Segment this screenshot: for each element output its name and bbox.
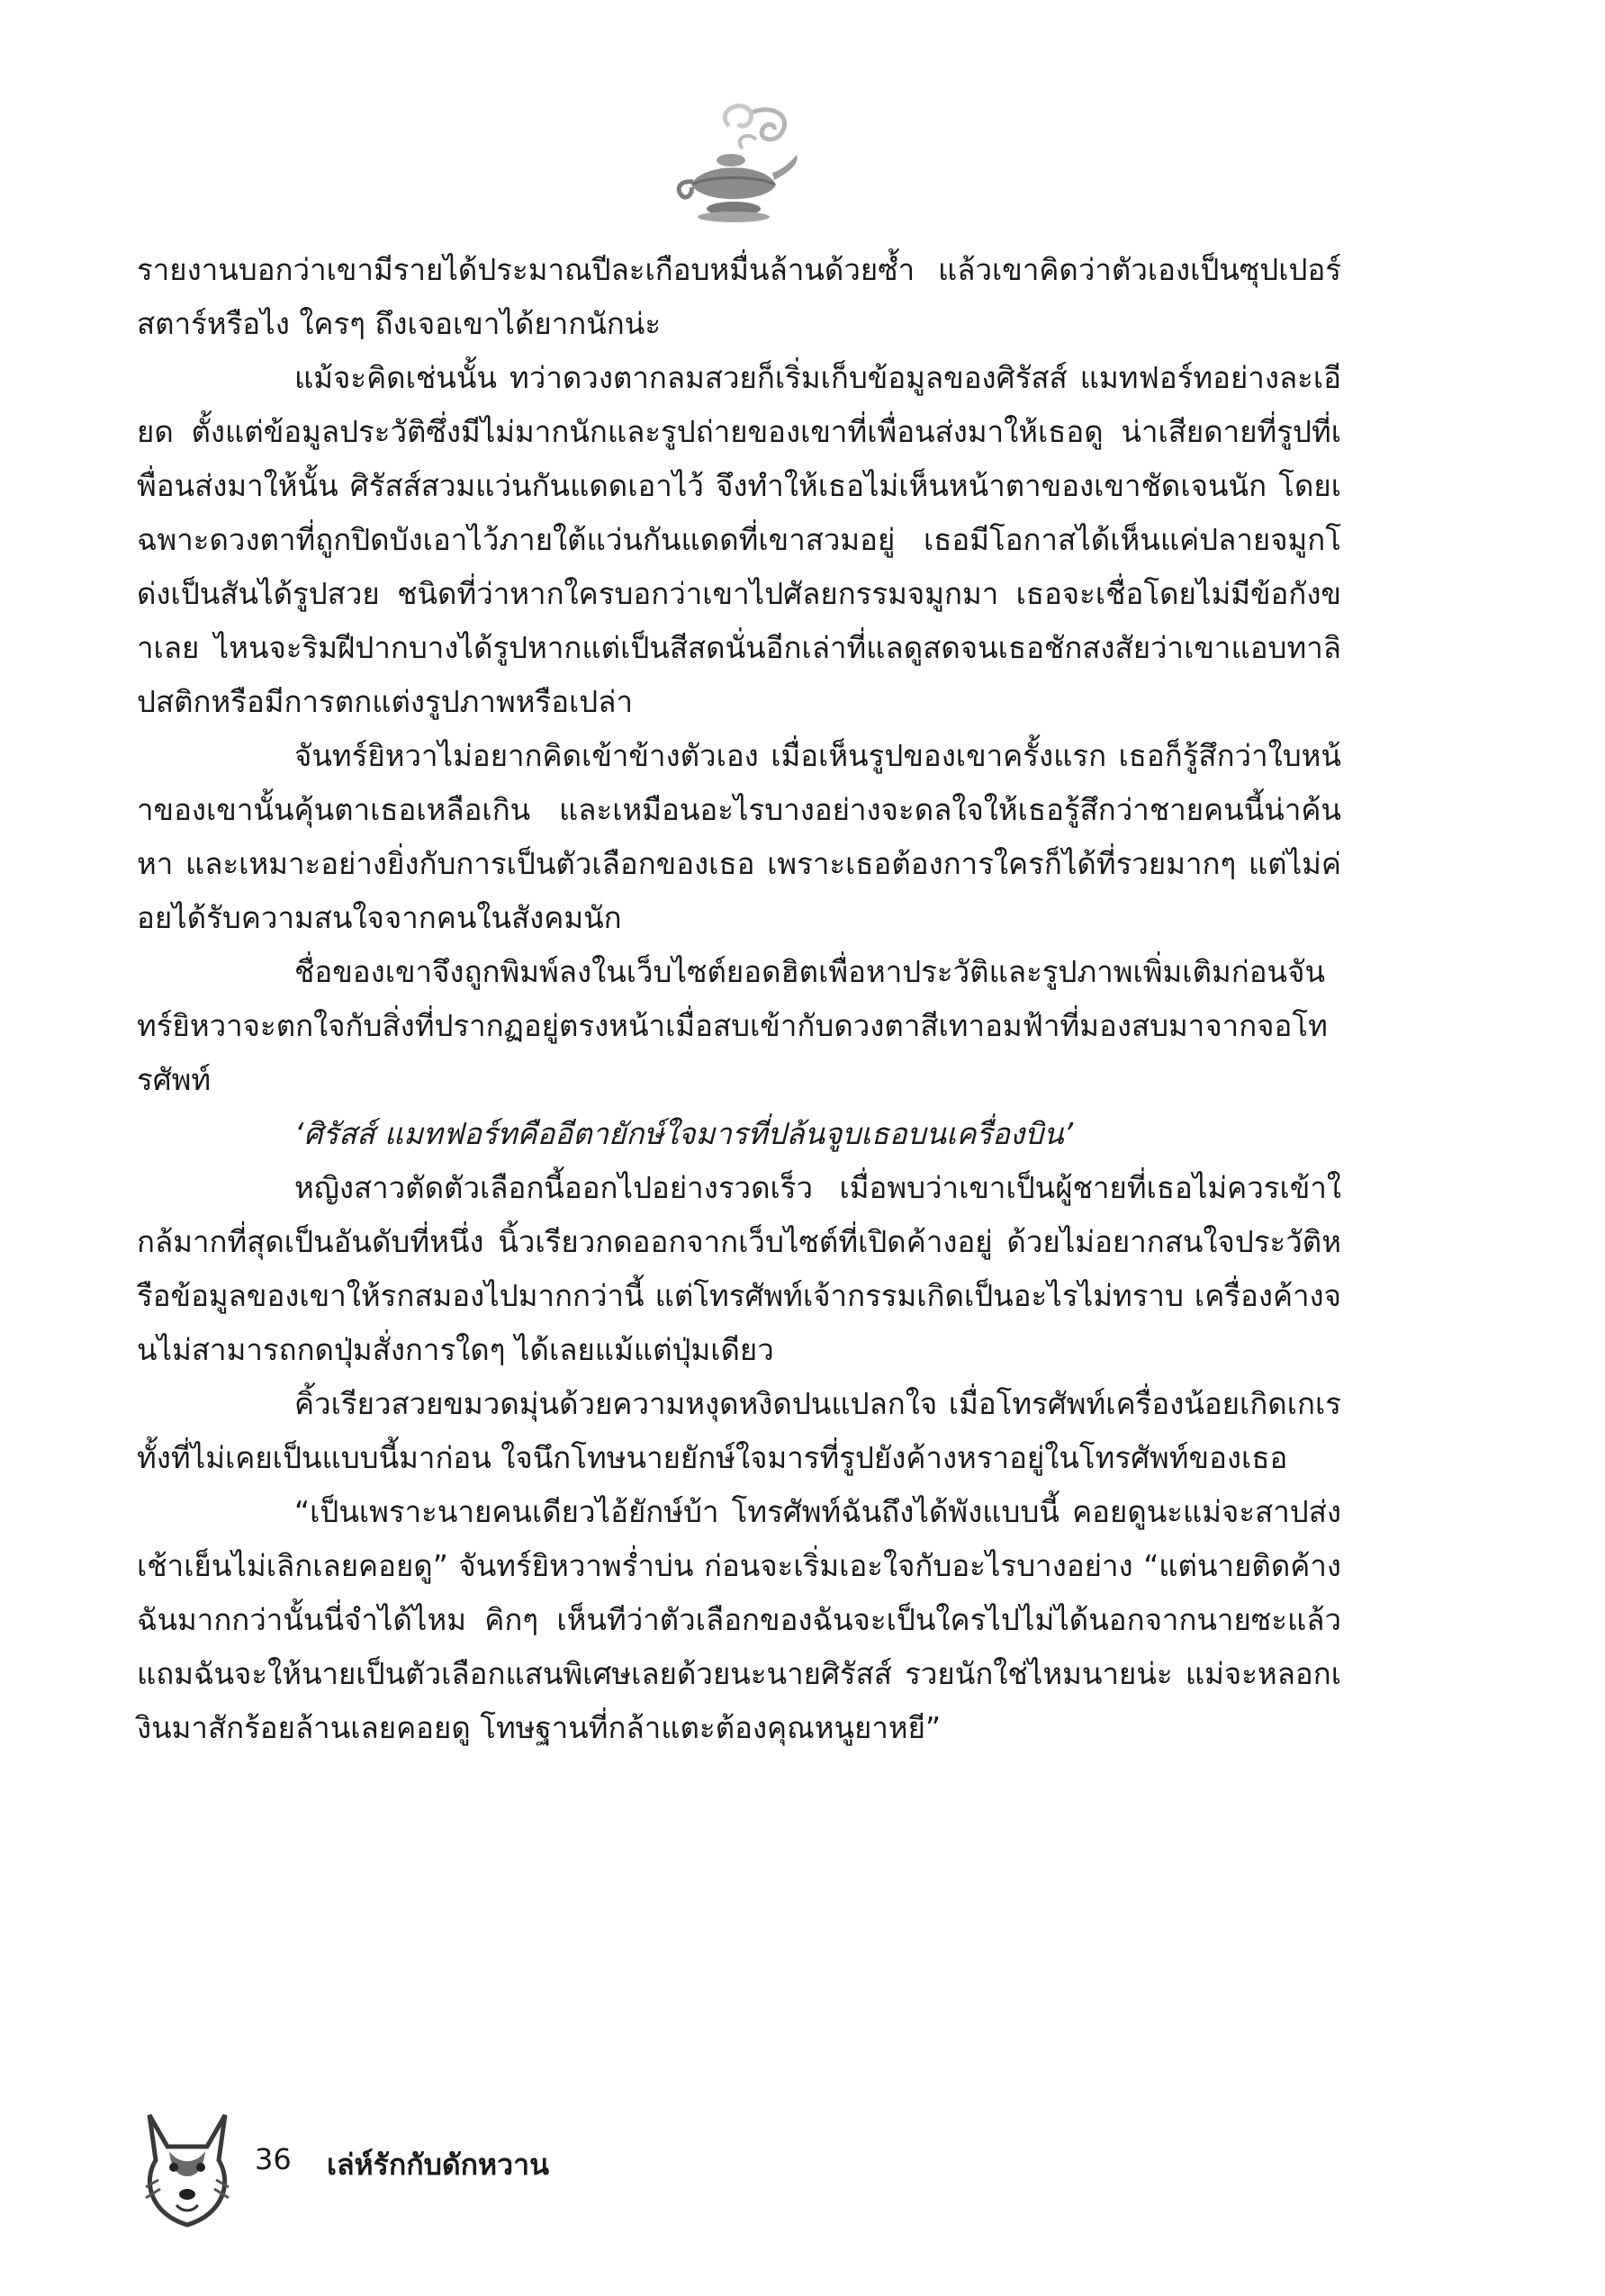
- paragraph: คิ้วเรียวสวยขมวดมุ่นด้วยความหงุดหงิดปนแปลกใจ เมื่อโทรศัพท์เครื่องน้อยเกิดเกเรทั้งที่ไม่เคยเป็นแบบนี้มาก่อน ใจนึกโทษนายยักษ์ใจมารที่รูปยังค้างหราอยู่ในโทรศัพท์ของเธอ: [137, 1386, 1341, 1475]
- paragraph: จันทร์ยิหวาไม่อยากคิดเข้าข้างตัวเอง เมื่อเห็นรูปของเขาครั้งแรก เธอก็รู้สึกว่าใบหน้าของเขานั้นคุ้นตาเธอเหลือเกิน และเหมือนอะไรบางอย่างจะดลใจให้เธอรู้สึกว่าชายคนนี้น่าค้นหา และเหมาะอย่างยิ่งกับการเป็นตัวเลือกของเธอ เพราะเธอต้องการใครก็ได้ที่รวยมากๆ แต่ไม่ค่อยได้รับความสนใจจากคนในสังคมนัก: [137, 738, 1341, 935]
- paragraph: ชื่อของเขาจึงถูกพิมพ์ลงในเว็บไซต์ยอดฮิตเพื่อหาประวัติและรูปภาพเพิ่มเติมก่อนจันทร์ยิหวาจะตกใจกับสิ่งที่ปรากฏอยู่ตรงหน้าเมื่อสบเข้ากับดวงตาสีเทาอมฟ้าที่มองสบมาจากจอโทรศัพท์: [137, 954, 1328, 1097]
- chapter-body: [137, 243, 1341, 1755]
- paragraph: แม้จะคิดเช่นนั้น ทว่าดวงตากลมสวยก็เริ่มเก็บข้อมูลของศิรัสส์ แมทฟอร์ทอย่างละเอียด ตั้งแต่ข้อมูลประวัติซึ่งมีไม่มากนักและรูปถ่ายของเขาที่เพื่อนส่งมาให้เธอดู น่าเสียดายที่รูปที่เพื่อนส่งมาให้นั้น ศิรัสส์สวมแว่นกันแดดเอาไว้ จึงทำให้เธอไม่เห็นหน้าตาของเขาชัดเจนนัก โดยเฉพาะดวงตาที่ถูกปิดบังเอาไว้ภายใต้แว่นกันแดดที่เขาสวมอยู่ เธอมีโอกาสได้เห็นแค่ปลายจมูกโด่งเป็นสันได้รูปสวย ชนิดที่ว่าหากใครบอกว่าเขาไปศัลยกรรมจมูกมา เธอจะเชื่อโดยไม่มีข้อกังขาเลย ไหนจะริมฝีปากบางได้รูปหากแต่เป็นสีสดนั่นอีกเล่าที่แลดูสดจนเธอชักสงสัยว่าเขาแอบทาลิปสติกหรือมีการตกแต่งรูปภาพหรือเปล่า: [137, 360, 1341, 719]
- page-footer: [133, 2097, 673, 2232]
- husky-dog-icon: [133, 2097, 241, 2232]
- paragraph: หญิงสาวตัดตัวเลือกนี้ออกไปอย่างรวดเร็ว เมื่อพบว่าเขาเป็นผู้ชายที่เธอไม่ควรเข้าใกล้มากที่สุดเป็นอันดับที่หนึ่ง นิ้วเรียวกดออกจากเว็บไซต์ที่เปิดค้างอยู่ ด้วยไม่อยากสนใจประวัติหรือข้อมูลของเขาให้รกสมองไปมากกว่านี้ แต่โทรศัพท์เจ้ากรรมเกิดเป็นอะไรไม่ทราบ เครื่องค้างจนไม่สามารถกดปุ่มสั่งการใดๆ ได้เลยแม้แต่ปุ่มเดียว: [137, 1170, 1341, 1367]
- book-title: เล่ห์รักกับดักหวาน: [327, 2147, 549, 2182]
- paragraph: รายงานบอกว่าเขามีรายได้ประมาณปีละเกือบหมื่นล้านด้วยซ้ำ แล้วเขาคิดว่าตัวเองเป็นซุปเปอร์สตาร์หรือไง ใครๆ ถึงเจอเขาได้ยากนักน่ะ: [137, 252, 1341, 341]
- magic-lamp-icon: [666, 99, 801, 234]
- paragraph: ‘ศิรัสส์ แมทฟอร์ทคืออีตายักษ์ใจมารที่ปล้นจูบเธอบนเครื่องบิน’: [294, 1116, 1074, 1151]
- page-number: 36: [255, 2142, 292, 2176]
- paragraph: “เป็นเพราะนายคนเดียวไอ้ยักษ์บ้า โทรศัพท์ฉันถึงได้พังแบบนี้ คอยดูนะแม่จะสาปส่งเช้าเย็นไม่เลิกเลยคอยดู” จันทร์ยิหวาพร่ำบ่น ก่อนจะเริ่มเอะใจกับอะไรบางอย่าง “แต่นายติดค้างฉันมากกว่านั้นนี่จำได้ไหม คิกๆ เห็นทีว่าตัวเลือกของฉันจะเป็นใครไปไม่ได้นอกจากนายซะแล้ว แถมฉันจะให้นายเป็นตัวเลือกแสนพิเศษเลยด้วยนะนายศิรัสส์ รวยนักใช่ไหมนายน่ะ แม่จะหลอกเงินมาสักร้อยล้านเลยคอยดู โทษฐานที่กล้าแตะต้องคุณหนูยาหยี”: [137, 1494, 1341, 1745]
